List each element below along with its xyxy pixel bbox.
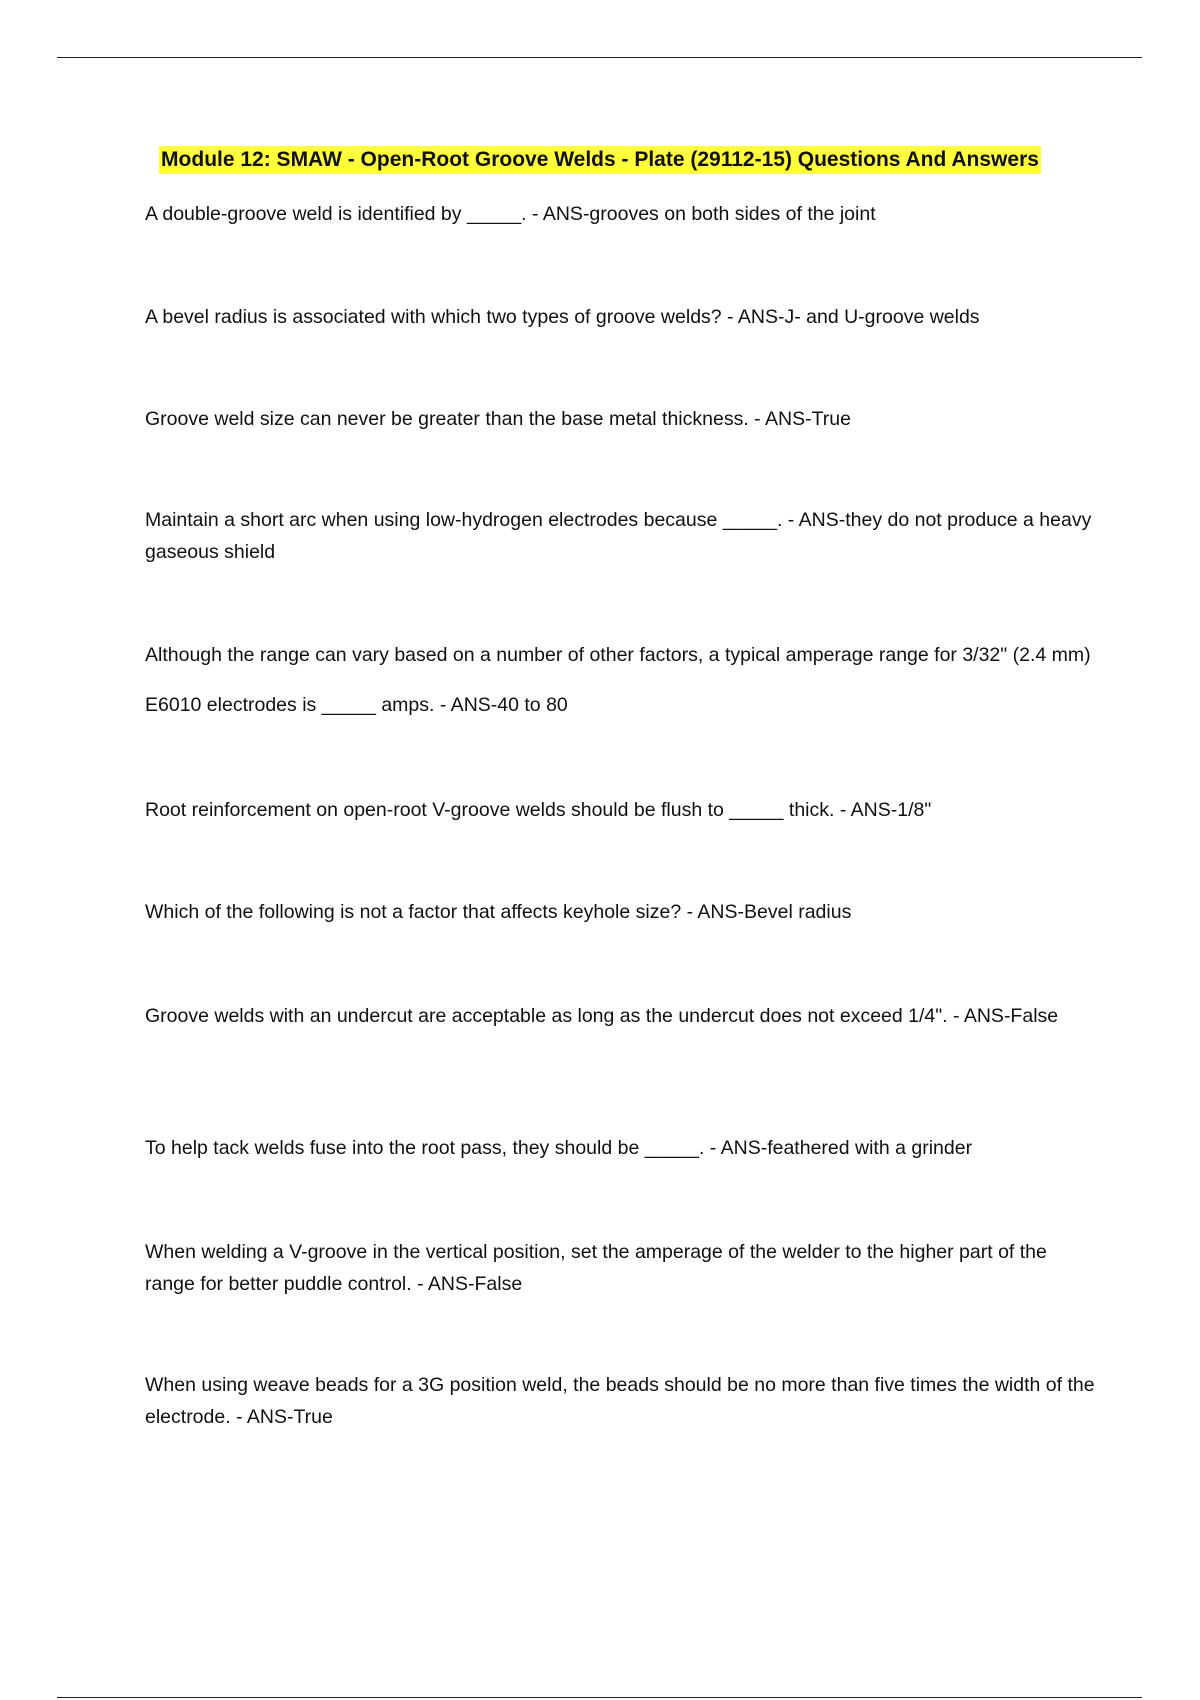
qa-item-11: When using weave beads for a 3G position weld, the beads should be no more than five times the width of the electrode. - ANS-True (145, 1374, 1095, 1428)
header-rule (57, 57, 1142, 58)
qa-item-5: Although the range can vary based on a number of other factors, a typical amperage range for 3/32" (2.4 mm) E6010 electrodes is _____ amps. - ANS-40 to 80 (145, 644, 1091, 716)
document-title: Module 12: SMAW - Open-Root Groove Welds - Plate (29112-15) Questions And Answers (159, 146, 1041, 174)
qa-item-10: When welding a V-groove in the vertical position, set the amperage of the welder to the higher part of the range for better puddle control. - ANS-False (145, 1241, 1047, 1295)
qa-item-2: A bevel radius is associated with which two types of groove welds? - ANS-J- and U-groove welds (145, 306, 980, 328)
footer-rule (57, 1697, 1142, 1698)
qa-item-7: Which of the following is not a factor that affects keyhole size? - ANS-Bevel radius (145, 901, 852, 923)
qa-item-3: Groove weld size can never be greater than the base metal thickness. - ANS-True (145, 408, 851, 430)
qa-item-8: Groove welds with an undercut are acceptable as long as the undercut does not exceed 1/4". - ANS-False (145, 1005, 1059, 1027)
qa-item-4: Maintain a short arc when using low-hydrogen electrodes because _____. - ANS-they do not produce a heavy gaseous shield (145, 509, 1092, 563)
qa-item-9: To help tack welds fuse into the root pass, they should be _____. - ANS-feathered with a grinder (145, 1137, 973, 1159)
title-container (0, 146, 1200, 174)
qa-item-1: A double-groove weld is identified by _____. - ANS-grooves on both sides of the joint (145, 203, 876, 225)
qa-item-6: Root reinforcement on open-root V-groove welds should be flush to _____ thick. - ANS-1/8" (145, 799, 932, 821)
